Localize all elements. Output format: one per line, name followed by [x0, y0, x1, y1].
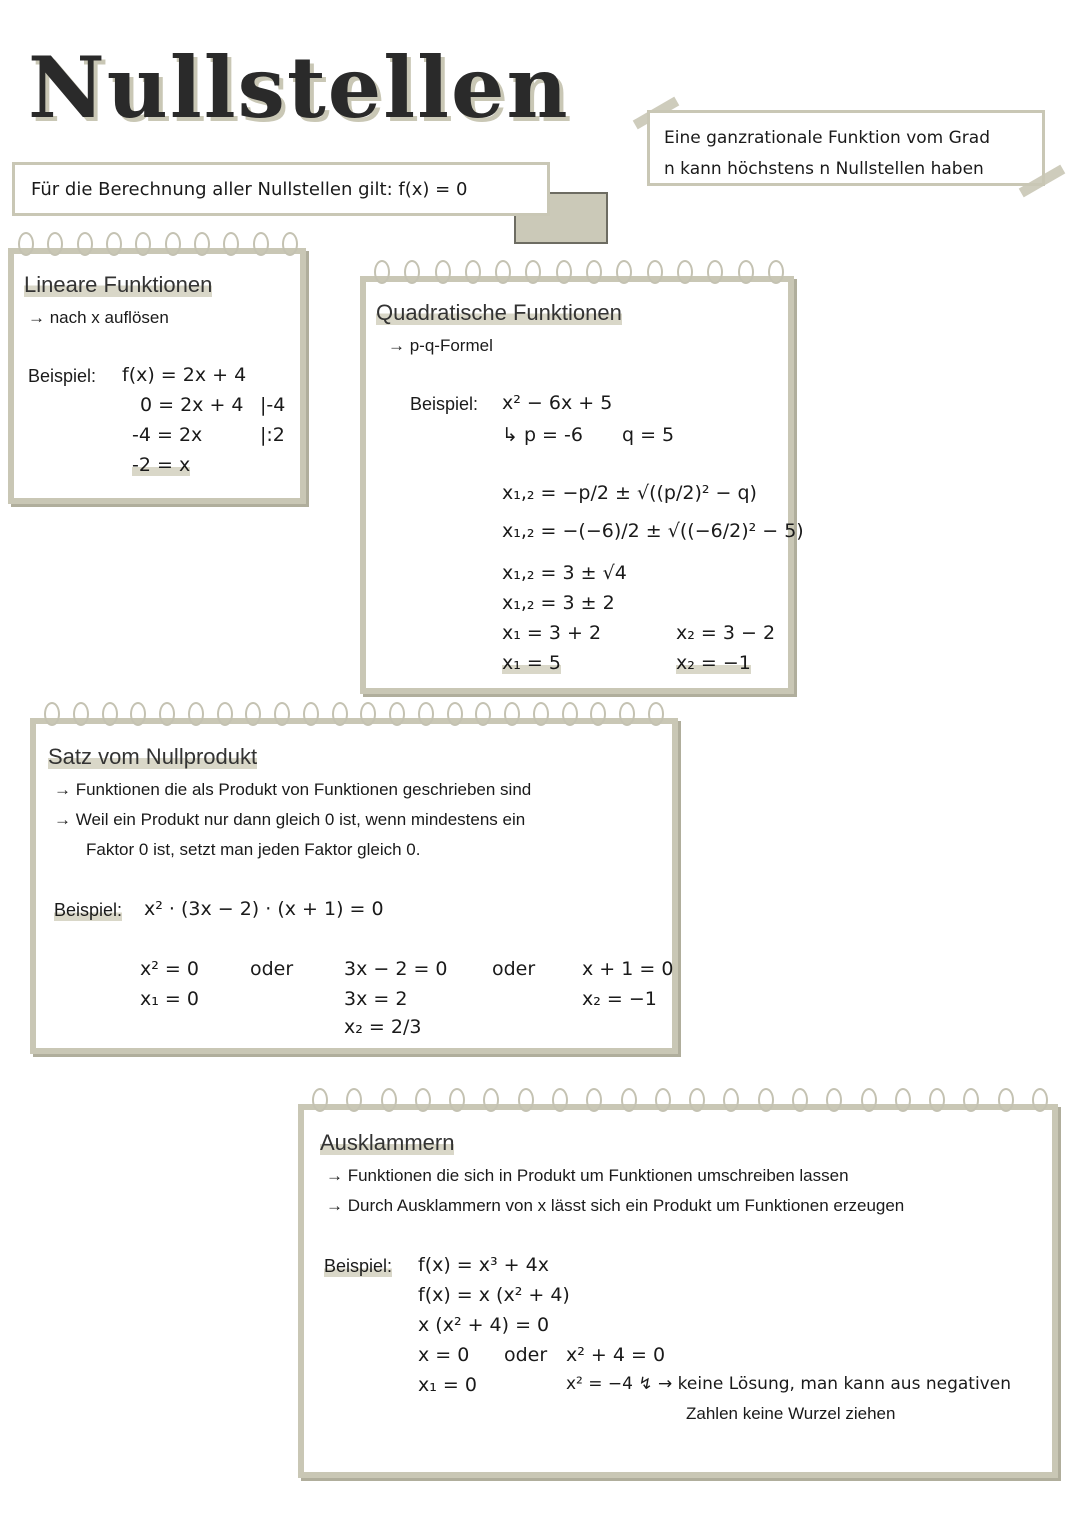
quadratic-q: q = 5: [622, 424, 675, 446]
quadratic-x1-sum: x₁ = 3 + 2: [502, 622, 602, 644]
linear-rule: → nach x auflösen: [28, 308, 169, 327]
linear-title: Lineare Funktionen: [24, 272, 213, 297]
ausklammern-case-2: x² + 4 = 0: [566, 1344, 666, 1366]
ausklammern-step-3: x (x² + 4) = 0: [418, 1314, 550, 1336]
quadratic-title: Quadratische Funktionen: [376, 300, 622, 325]
ausklammern-bullet-2: → Durch Ausklammern von x lässt sich ein Produkt um Funktionen erzeugen: [326, 1196, 905, 1215]
quadratic-expression: x² − 6x + 5: [502, 392, 613, 414]
ausklammern-title: Ausklammern: [320, 1130, 455, 1155]
ausklammern-case-2-result: x² = −4 ↯ → keine Lösung, man kann aus negativen: [566, 1374, 1011, 1394]
nullprodukt-case2-eq: 3x − 2 = 0: [344, 958, 448, 980]
nullprodukt-case1-result: x₁ = 0: [140, 988, 199, 1010]
degree-note-line1: Eine ganzrationale Funktion vom Grad: [664, 128, 990, 148]
quadratic-x2-result: x₂ = −1: [676, 652, 751, 674]
nullprodukt-case2-step: 3x = 2: [344, 988, 408, 1010]
ausklammern-or: oder: [504, 1344, 548, 1366]
nullprodukt-bullet-2-cont: Faktor 0 ist, setzt man jeden Faktor gleich 0.: [86, 840, 421, 859]
quadratic-rule: → p-q-Formel: [388, 336, 493, 355]
ausklammern-bullet-1: → Funktionen die sich in Produkt um Funktionen umschreiben lassen: [326, 1166, 849, 1185]
quadratic-x1-result: x₁ = 5: [502, 652, 561, 674]
ausklammern-case-1-result: x₁ = 0: [418, 1374, 477, 1396]
nullprodukt-example: x² · (3x − 2) · (x + 1) = 0: [144, 898, 384, 920]
quadratic-step-2: x₁,₂ = −(−6)/2 ± √((−6/2)² − 5): [502, 520, 804, 542]
linear-step-3: -4 = 2x: [132, 424, 203, 446]
ausklammern-case-1: x = 0: [418, 1344, 470, 1366]
degree-note-line2: n kann höchstens n Nullstellen haben: [664, 159, 984, 179]
quadratic-step-1: x₁,₂ = −p/2 ± √((p/2)² − q): [502, 482, 757, 504]
spiral-rings: [312, 1088, 1048, 1118]
nullprodukt-case3-result: x₂ = −1: [582, 988, 657, 1010]
spiral-rings: [18, 232, 298, 262]
nullprodukt-case2-result: x₂ = 2/3: [344, 1016, 422, 1038]
spiral-rings: [44, 702, 664, 732]
ausklammern-step-2: f(x) = x (x² + 4): [418, 1284, 570, 1306]
quadratic-step-4: x₁,₂ = 3 ± 2: [502, 592, 615, 614]
quadratic-card: [360, 276, 804, 694]
quadratic-p: ↳ p = -6: [502, 424, 583, 446]
nullprodukt-example-label: Beispiel:: [54, 900, 123, 920]
nullprodukt-case1-eq: x² = 0: [140, 958, 199, 980]
ausklammern-example-label: Beispiel:: [324, 1256, 393, 1276]
quadratic-step-3: x₁,₂ = 3 ± √4: [502, 562, 627, 584]
quadratic-example-label: Beispiel:: [410, 394, 479, 414]
degree-note: [647, 110, 1045, 186]
linear-op-1: |-4: [260, 394, 286, 416]
zero-condition-bar: Für die Berechnung aller Nullstellen gilt: f(x) = 0: [12, 162, 550, 216]
ausklammern-case-2-note: Zahlen keine Wurzel ziehen: [686, 1404, 896, 1423]
linear-op-2: |:2: [260, 424, 285, 446]
nullprodukt-or-2: oder: [492, 958, 536, 980]
nullprodukt-card: [30, 718, 678, 1054]
nullprodukt-bullet-2: → Weil ein Produkt nur dann gleich 0 ist, wenn mindestens ein: [54, 810, 526, 829]
nullprodukt-title: Satz vom Nullprodukt: [48, 744, 258, 769]
quadratic-x2-diff: x₂ = 3 − 2: [676, 622, 776, 644]
page-title: Nullstellen: [28, 38, 570, 137]
spiral-rings: [374, 260, 784, 290]
ausklammern-card: [298, 1104, 1058, 1478]
linear-card: [8, 248, 306, 504]
linear-step-1: f(x) = 2x + 4: [122, 364, 247, 386]
nullprodukt-or-1: oder: [250, 958, 294, 980]
nullprodukt-bullet-1: → Funktionen die als Produkt von Funktionen geschrieben sind: [54, 780, 532, 799]
linear-example-label: Beispiel:: [28, 366, 97, 386]
ausklammern-step-1: f(x) = x³ + 4x: [418, 1254, 549, 1276]
linear-step-2: 0 = 2x + 4: [140, 394, 244, 416]
linear-result: -2 = x: [132, 454, 191, 476]
nullprodukt-case3-eq: x + 1 = 0: [582, 958, 674, 980]
